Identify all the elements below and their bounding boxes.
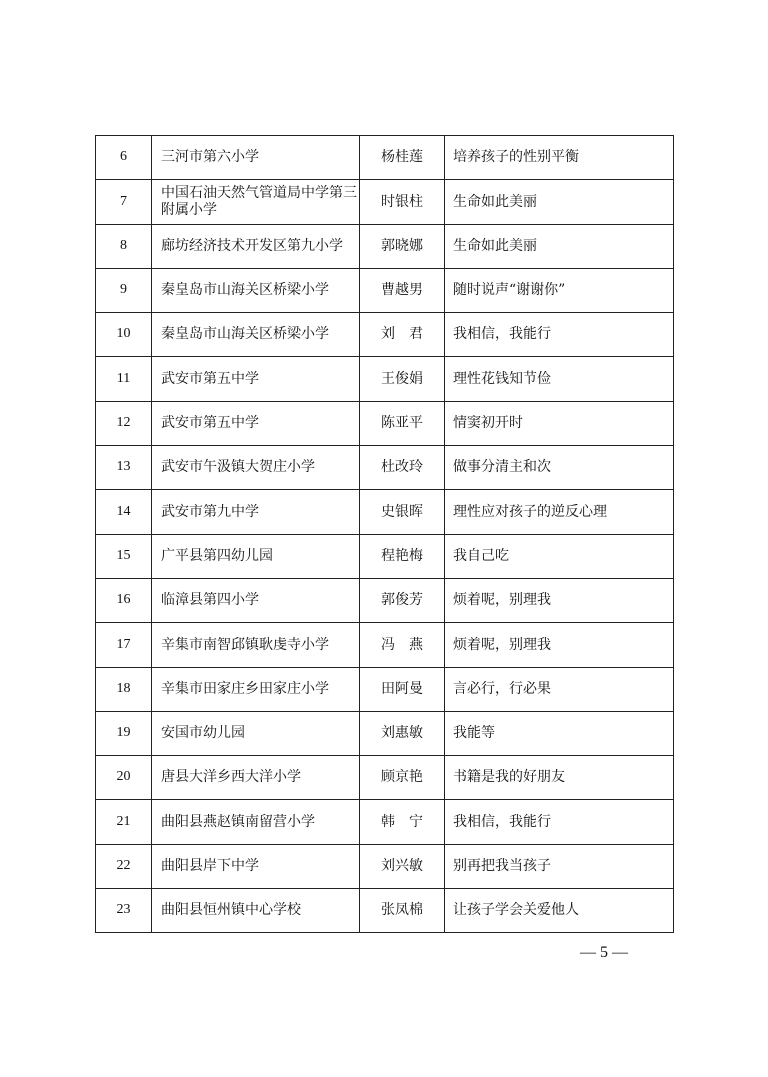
row-number: 8 bbox=[96, 224, 152, 268]
row-number: 23 bbox=[96, 889, 152, 933]
table-row bbox=[96, 623, 674, 667]
table-row bbox=[96, 490, 674, 534]
school-name: 秦皇岛市山海关区桥梁小学 bbox=[152, 268, 360, 312]
lesson-title: 烦着呢，别理我 bbox=[445, 578, 674, 622]
table-body bbox=[96, 136, 674, 933]
table-row bbox=[96, 756, 674, 800]
teacher-name: 郭俊芳 bbox=[360, 578, 445, 622]
table-row bbox=[96, 446, 674, 490]
school-name: 武安市第五中学 bbox=[152, 401, 360, 445]
lesson-title: 做事分清主和次 bbox=[445, 446, 674, 490]
teacher-name: 张凤棉 bbox=[360, 889, 445, 933]
teacher-name: 程艳梅 bbox=[360, 534, 445, 578]
lesson-title: 生命如此美丽 bbox=[445, 224, 674, 268]
table-row bbox=[96, 180, 674, 224]
school-name: 辛集市南智邱镇耿虔寺小学 bbox=[152, 623, 360, 667]
school-name: 唐县大洋乡西大洋小学 bbox=[152, 756, 360, 800]
lesson-title: 我相信，我能行 bbox=[445, 313, 674, 357]
school-name: 安国市幼儿园 bbox=[152, 711, 360, 755]
lesson-title: 我相信，我能行 bbox=[445, 800, 674, 844]
lesson-title: 烦着呢，别理我 bbox=[445, 623, 674, 667]
lesson-title: 别再把我当孩子 bbox=[445, 844, 674, 888]
table-row bbox=[96, 534, 674, 578]
row-number: 14 bbox=[96, 490, 152, 534]
table-row bbox=[96, 357, 674, 401]
lesson-title: 理性花钱知节俭 bbox=[445, 357, 674, 401]
lesson-title: 让孩子学会关爱他人 bbox=[445, 889, 674, 933]
teacher-name: 刘惠敏 bbox=[360, 711, 445, 755]
row-number: 7 bbox=[96, 180, 152, 224]
teacher-name: 田阿曼 bbox=[360, 667, 445, 711]
lesson-title: 情窦初开时 bbox=[445, 401, 674, 445]
teacher-name: 韩 宁 bbox=[360, 800, 445, 844]
teacher-name: 时银柱 bbox=[360, 180, 445, 224]
school-name: 武安市第九中学 bbox=[152, 490, 360, 534]
table-row bbox=[96, 268, 674, 312]
lesson-title: 我自己吃 bbox=[445, 534, 674, 578]
table-row bbox=[96, 224, 674, 268]
table-row bbox=[96, 800, 674, 844]
row-number: 22 bbox=[96, 844, 152, 888]
row-number: 12 bbox=[96, 401, 152, 445]
teacher-name: 刘兴敏 bbox=[360, 844, 445, 888]
teacher-name: 刘 君 bbox=[360, 313, 445, 357]
table-row bbox=[96, 711, 674, 755]
school-name: 曲阳县恒州镇中心学校 bbox=[152, 889, 360, 933]
page-number: — 5 — bbox=[580, 944, 628, 961]
teacher-name: 曹越男 bbox=[360, 268, 445, 312]
row-number: 18 bbox=[96, 667, 152, 711]
row-number: 9 bbox=[96, 268, 152, 312]
school-name: 曲阳县岸下中学 bbox=[152, 844, 360, 888]
row-number: 13 bbox=[96, 446, 152, 490]
lesson-title: 随时说声“谢谢你” bbox=[445, 268, 674, 312]
table-row bbox=[96, 401, 674, 445]
lesson-title: 培养孩子的性别平衡 bbox=[445, 136, 674, 180]
school-name: 中国石油天然气管道局中学第三附属小学 bbox=[152, 180, 360, 224]
table-row bbox=[96, 578, 674, 622]
row-number: 17 bbox=[96, 623, 152, 667]
school-name: 秦皇岛市山海关区桥梁小学 bbox=[152, 313, 360, 357]
row-number: 11 bbox=[96, 357, 152, 401]
teacher-name: 王俊娟 bbox=[360, 357, 445, 401]
school-name: 武安市第五中学 bbox=[152, 357, 360, 401]
school-name: 临漳县第四小学 bbox=[152, 578, 360, 622]
lesson-title: 我能等 bbox=[445, 711, 674, 755]
row-number: 19 bbox=[96, 711, 152, 755]
teacher-name: 冯 燕 bbox=[360, 623, 445, 667]
table-row bbox=[96, 889, 674, 933]
table-row bbox=[96, 667, 674, 711]
table-row bbox=[96, 844, 674, 888]
teacher-name: 陈亚平 bbox=[360, 401, 445, 445]
teacher-name: 杨桂莲 bbox=[360, 136, 445, 180]
row-number: 16 bbox=[96, 578, 152, 622]
school-name: 武安市午汲镇大贺庄小学 bbox=[152, 446, 360, 490]
lesson-title: 言必行，行必果 bbox=[445, 667, 674, 711]
award-list-table bbox=[95, 135, 674, 933]
table-row bbox=[96, 136, 674, 180]
school-name: 廊坊经济技术开发区第九小学 bbox=[152, 224, 360, 268]
school-name: 辛集市田家庄乡田家庄小学 bbox=[152, 667, 360, 711]
lesson-title: 理性应对孩子的逆反心理 bbox=[445, 490, 674, 534]
school-name: 三河市第六小学 bbox=[152, 136, 360, 180]
row-number: 10 bbox=[96, 313, 152, 357]
school-name: 广平县第四幼儿园 bbox=[152, 534, 360, 578]
teacher-name: 杜改玲 bbox=[360, 446, 445, 490]
lesson-title: 生命如此美丽 bbox=[445, 180, 674, 224]
table-row bbox=[96, 313, 674, 357]
row-number: 6 bbox=[96, 136, 152, 180]
row-number: 20 bbox=[96, 756, 152, 800]
school-name: 曲阳县燕赵镇南留营小学 bbox=[152, 800, 360, 844]
teacher-name: 顾京艳 bbox=[360, 756, 445, 800]
row-number: 21 bbox=[96, 800, 152, 844]
teacher-name: 郭晓娜 bbox=[360, 224, 445, 268]
teacher-name: 史银晖 bbox=[360, 490, 445, 534]
lesson-title: 书籍是我的好朋友 bbox=[445, 756, 674, 800]
row-number: 15 bbox=[96, 534, 152, 578]
